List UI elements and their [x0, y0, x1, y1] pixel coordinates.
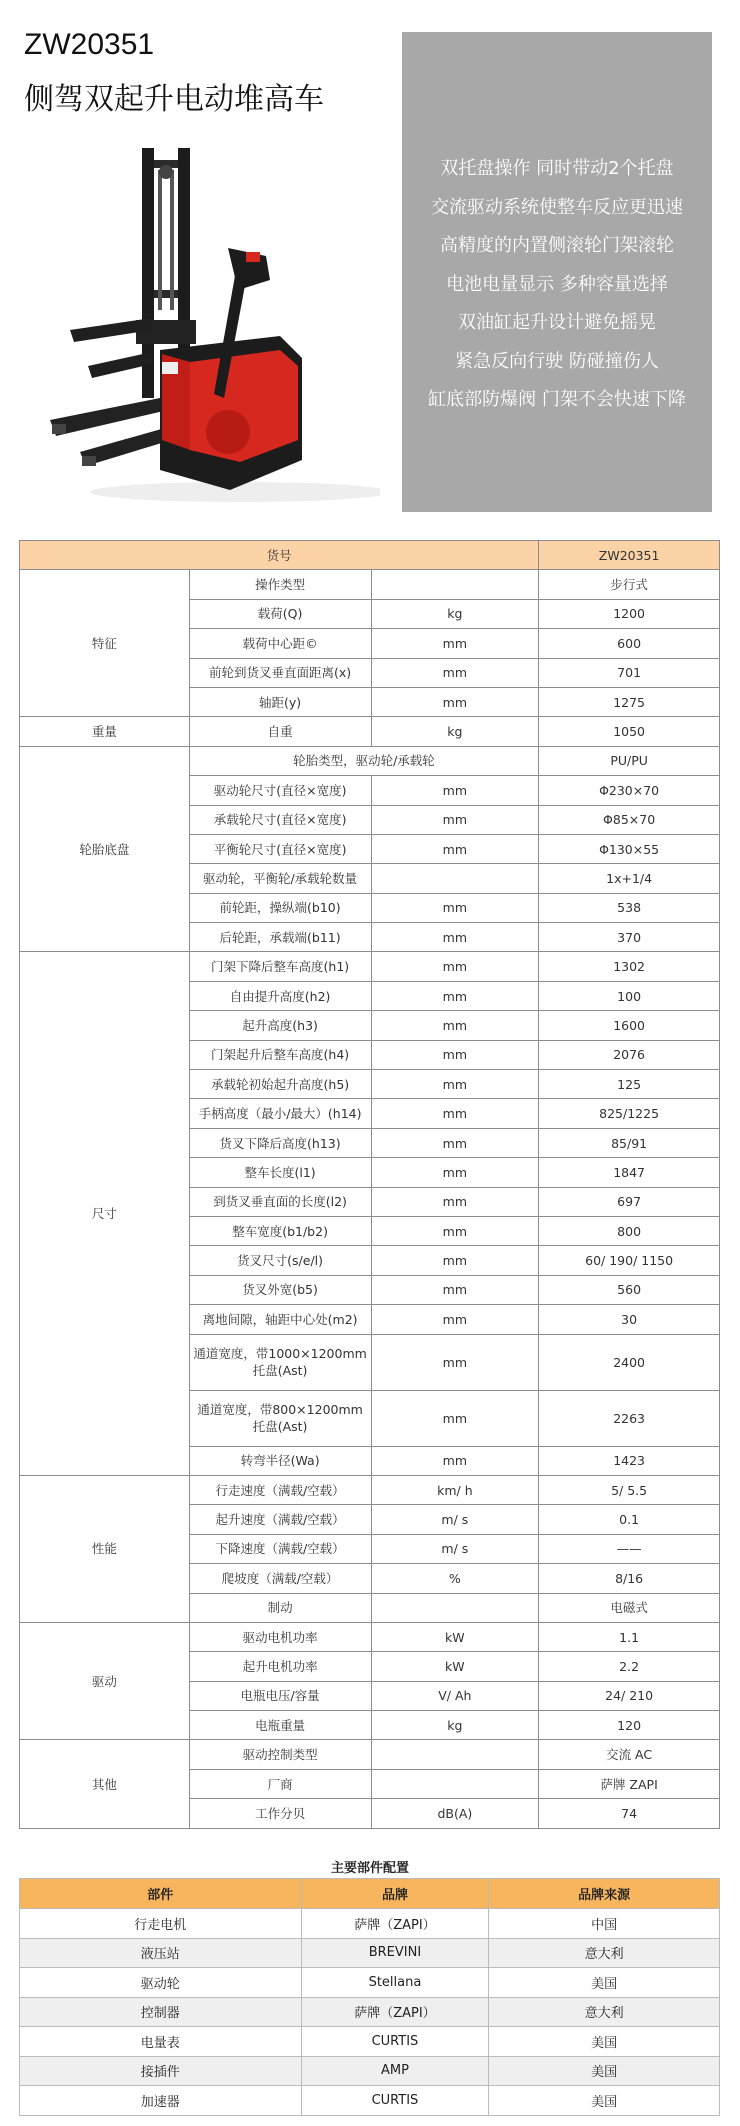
spec-row-unit: mm: [371, 1334, 539, 1390]
component-origin: 美国: [489, 2056, 720, 2086]
spec-row-unit: mm: [371, 629, 539, 658]
spec-row-name: 承载轮初始起升高度(h5): [189, 1070, 371, 1099]
spec-row-value: 2400: [539, 1334, 720, 1390]
spec-row-unit: km/ h: [371, 1475, 539, 1504]
spec-row-unit: mm: [371, 1158, 539, 1187]
components-header-row: [20, 1879, 720, 1909]
spec-row-unit: dB(A): [371, 1799, 539, 1828]
spec-row-unit: mm: [371, 1040, 539, 1069]
components-table: [19, 1878, 720, 2116]
spec-row-name: 平衡轮尺寸(直径×宽度): [189, 834, 371, 863]
component-part: 液压站: [20, 1938, 302, 1968]
spec-row-name: 轴距(y): [189, 687, 371, 716]
upper-forks: [70, 318, 152, 378]
spec-group-wheels: 轮胎底盘: [20, 746, 190, 952]
spec-group-performance: 性能: [20, 1475, 190, 1622]
spec-row-value: 120: [539, 1711, 720, 1740]
spec-row-value: 1847: [539, 1158, 720, 1187]
spec-row-unit: [371, 1740, 539, 1769]
spec-row-name: 厂商: [189, 1769, 371, 1798]
spec-row-unit: mm: [371, 776, 539, 805]
spec-row-unit: mm: [371, 1275, 539, 1304]
spec-row-name: 轮胎类型，驱动轮/承载轮: [189, 746, 539, 775]
spec-group-weight: 重量: [20, 717, 190, 746]
spec-row-unit: mm: [371, 1246, 539, 1275]
spec-row-value: 800: [539, 1216, 720, 1245]
spec-row-value: 30: [539, 1305, 720, 1334]
spec-row-value: PU/PU: [539, 746, 720, 775]
spec-row-unit: mm: [371, 893, 539, 922]
lower-forks: [50, 398, 178, 466]
product-hero: [0, 0, 740, 520]
spec-row: [20, 952, 720, 981]
spec-row-unit: mm: [371, 805, 539, 834]
spec-row-name: 电瓶重量: [189, 1711, 371, 1740]
component-part: 加速器: [20, 2086, 302, 2116]
component-brand: 萨牌（ZAPI）: [301, 1997, 489, 2027]
spec-row-value: 电磁式: [539, 1593, 720, 1622]
spec-row-value: 1423: [539, 1446, 720, 1475]
spec-row-name: 到货叉垂直面的长度(l2): [189, 1187, 371, 1216]
spec-row: [20, 717, 720, 746]
spec-row-name: 门架起升后整车高度(h4): [189, 1040, 371, 1069]
spec-row-name: 货叉尺寸(s/e/l): [189, 1246, 371, 1275]
spec-row-name: 自由提升高度(h2): [189, 981, 371, 1010]
component-part: 行走电机: [20, 1909, 302, 1939]
spec-row-value: Φ85×70: [539, 805, 720, 834]
spec-row-unit: kW: [371, 1652, 539, 1681]
spec-row-name: 制动: [189, 1593, 371, 1622]
spec-row-unit: kg: [371, 599, 539, 628]
spec-row-value: ——: [539, 1534, 720, 1563]
spec-header-row: [20, 541, 720, 570]
spec-row-unit: mm: [371, 1011, 539, 1040]
spec-row-value: 697: [539, 1187, 720, 1216]
spec-row-unit: [371, 570, 539, 599]
spec-row-unit: kg: [371, 1711, 539, 1740]
spec-row-unit: mm: [371, 952, 539, 981]
spec-row-name: 前轮到货叉垂直面距离(x): [189, 658, 371, 687]
component-origin: 中国: [489, 1909, 720, 1939]
spec-row-unit: mm: [371, 1128, 539, 1157]
spec-row-name: 驱动轮尺寸(直径×宽度): [189, 776, 371, 805]
spec-row: [20, 1475, 720, 1504]
spec-row-unit: mm: [371, 1216, 539, 1245]
components-row: [20, 2086, 720, 2116]
spec-row-name: 离地间隙，轴距中心处(m2): [189, 1305, 371, 1334]
spec-row-value: 0.1: [539, 1505, 720, 1534]
spec-row-unit: mm: [371, 1305, 539, 1334]
spec-row-name: 行走速度（满载/空载）: [189, 1475, 371, 1504]
component-part: 接插件: [20, 2056, 302, 2086]
component-origin: 意大利: [489, 1938, 720, 1968]
components-row: [20, 1909, 720, 1939]
spec-row-unit: kW: [371, 1622, 539, 1651]
spec-row-name: 起升电机功率: [189, 1652, 371, 1681]
spec-row-name: 工作分贝: [189, 1799, 371, 1828]
spec-row-unit: mm: [371, 687, 539, 716]
feature-line: 交流驱动系统使整车反应更迅速: [431, 196, 683, 218]
feature-panel: [402, 32, 712, 512]
spec-row-value: 2076: [539, 1040, 720, 1069]
spec-row-name: 爬坡度（满载/空载）: [189, 1564, 371, 1593]
spec-row: [20, 570, 720, 599]
component-origin: 美国: [489, 2086, 720, 2116]
spec-row-value: 701: [539, 658, 720, 687]
spec-row-name: 驱动控制类型: [189, 1740, 371, 1769]
spec-row-name: 电瓶电压/容量: [189, 1681, 371, 1710]
spec-row: [20, 1622, 720, 1651]
spec-group-features: 特征: [20, 570, 190, 717]
component-origin: 美国: [489, 2027, 720, 2057]
spec-row-value: 100: [539, 981, 720, 1010]
spec-row-value: 1275: [539, 687, 720, 716]
components-row: [20, 2027, 720, 2057]
spec-row-value: 825/1225: [539, 1099, 720, 1128]
components-header-cell: 部件: [20, 1879, 302, 1909]
feature-line: 紧急反向行驶 防碰撞伤人: [455, 350, 659, 372]
spec-row-value: 2.2: [539, 1652, 720, 1681]
spec-row-value: 1x+1/4: [539, 864, 720, 893]
spec-row-unit: kg: [371, 717, 539, 746]
feature-line: 双托盘操作 同时带动2个托盘: [440, 158, 674, 179]
spec-row-value: 1600: [539, 1011, 720, 1040]
spec-row: [20, 746, 720, 775]
component-part: 驱动轮: [20, 1968, 302, 1998]
component-origin: 意大利: [489, 1997, 720, 2027]
spec-header-label: 货号: [20, 541, 539, 570]
components-row: [20, 1938, 720, 1968]
spec-row-value: 1200: [539, 599, 720, 628]
spec-row-name: 承载轮尺寸(直径×宽度): [189, 805, 371, 834]
spec-row-unit: mm: [371, 1099, 539, 1128]
stacker-truck-image: [40, 140, 380, 510]
spec-row-unit: mm: [371, 981, 539, 1010]
component-brand: CURTIS: [301, 2027, 489, 2057]
component-part: 控制器: [20, 1997, 302, 2027]
spec-row-unit: mm: [371, 923, 539, 952]
spec-row-value: 2263: [539, 1390, 720, 1446]
spec-row-name: 载荷中心距©: [189, 629, 371, 658]
components-header-cell: 品牌: [301, 1879, 489, 1909]
spec-row-unit: mm: [371, 1187, 539, 1216]
product-model: ZW20351: [24, 28, 155, 61]
spec-row-value: 1050: [539, 717, 720, 746]
components-row: [20, 1997, 720, 2027]
spec-row-value: 交流 AC: [539, 1740, 720, 1769]
spec-row-value: 125: [539, 1070, 720, 1099]
spec-row-unit: mm: [371, 1446, 539, 1475]
spec-table: [19, 540, 720, 1829]
spec-row-value: 5/ 5.5: [539, 1475, 720, 1504]
feature-line: 电池电量显示 多种容量选择: [446, 273, 668, 295]
spec-row-name: 前轮距，操纵端(b10): [189, 893, 371, 922]
spec-row-unit: [371, 1593, 539, 1622]
spec-group-other: 其他: [20, 1740, 190, 1828]
spec-row-name: 后轮距，承载端(b11): [189, 923, 371, 952]
spec-row-unit: %: [371, 1564, 539, 1593]
spec-row-name: 载荷(Q): [189, 599, 371, 628]
spec-row: [20, 1740, 720, 1769]
spec-row-name: 货叉外宽(b5): [189, 1275, 371, 1304]
component-part: 电量表: [20, 2027, 302, 2057]
spec-row-name: 转弯半径(Wa): [189, 1446, 371, 1475]
spec-row-value: 步行式: [539, 570, 720, 599]
spec-row-unit: [371, 1769, 539, 1798]
spec-row-name: 整车宽度(b1/b2): [189, 1216, 371, 1245]
spec-row-name: 门架下降后整车高度(h1): [189, 952, 371, 981]
spec-row-name: 通道宽度，带1000×1200mm托盘(Ast): [189, 1334, 371, 1390]
components-header-cell: 品牌来源: [489, 1879, 720, 1909]
spec-group-dimensions: 尺寸: [20, 952, 190, 1475]
spec-row-name: 驱动电机功率: [189, 1622, 371, 1651]
spec-row-unit: m/ s: [371, 1505, 539, 1534]
spec-row-name: 整车长度(l1): [189, 1158, 371, 1187]
spec-row-unit: mm: [371, 658, 539, 687]
spec-row-value: 1.1: [539, 1622, 720, 1651]
spec-row-value: 370: [539, 923, 720, 952]
spec-row-value: 萨牌 ZAPI: [539, 1769, 720, 1798]
components-title: 主要部件配置: [330, 1861, 409, 1876]
feature-line: 缸底部防爆阀 门架不会快速下降: [428, 389, 686, 410]
spec-row-name: 手柄高度（最小/最大）(h14): [189, 1099, 371, 1128]
component-brand: CURTIS: [301, 2086, 489, 2116]
spec-row-unit: m/ s: [371, 1534, 539, 1563]
spec-row-value: 85/91: [539, 1128, 720, 1157]
spec-row-name: 自重: [189, 717, 371, 746]
components-row: [20, 2056, 720, 2086]
spec-row-value: 1302: [539, 952, 720, 981]
spec-row-value: Φ230×70: [539, 776, 720, 805]
spec-row-name: 驱动轮，平衡轮/承载轮数量: [189, 864, 371, 893]
spec-row-value: 74: [539, 1799, 720, 1828]
spec-row-unit: V/ Ah: [371, 1681, 539, 1710]
spec-row-value: Φ130×55: [539, 834, 720, 863]
components-row: [20, 1968, 720, 1998]
spec-row-name: 下降速度（满载/空载）: [189, 1534, 371, 1563]
component-brand: Stellana: [301, 1968, 489, 1998]
spec-row-name: 起升高度(h3): [189, 1011, 371, 1040]
spec-row-unit: mm: [371, 834, 539, 863]
spec-row-value: 600: [539, 629, 720, 658]
spec-row-unit: [371, 864, 539, 893]
spec-row-unit: mm: [371, 1390, 539, 1446]
spec-row-name: 操作类型: [189, 570, 371, 599]
component-brand: BREVINI: [301, 1938, 489, 1968]
feature-line: 高精度的内置侧滚轮门架滚轮: [440, 235, 674, 256]
component-brand: AMP: [301, 2056, 489, 2086]
spec-group-drive: 驱动: [20, 1622, 190, 1740]
component-origin: 美国: [489, 1968, 720, 1998]
spec-row-name: 货叉下降后高度(h13): [189, 1128, 371, 1157]
product-name: 侧驾双起升电动堆高车: [24, 82, 324, 117]
spec-row-value: 60/ 190/ 1150: [539, 1246, 720, 1275]
spec-row-value: 8/16: [539, 1564, 720, 1593]
wheel-arch: [206, 410, 250, 454]
feature-line: 双油缸起升设计避免摇晃: [458, 312, 656, 333]
component-brand: 萨牌（ZAPI）: [301, 1909, 489, 1939]
spec-row-unit: mm: [371, 1070, 539, 1099]
spec-row-name: 通道宽度，带800×1200mm托盘(Ast): [189, 1390, 371, 1446]
spec-row-name: 起升速度（满载/空载）: [189, 1505, 371, 1534]
spec-row-value: 538: [539, 893, 720, 922]
spec-row-value: 24/ 210: [539, 1681, 720, 1710]
spec-row-value: 560: [539, 1275, 720, 1304]
spec-header-value: ZW20351: [539, 541, 720, 570]
